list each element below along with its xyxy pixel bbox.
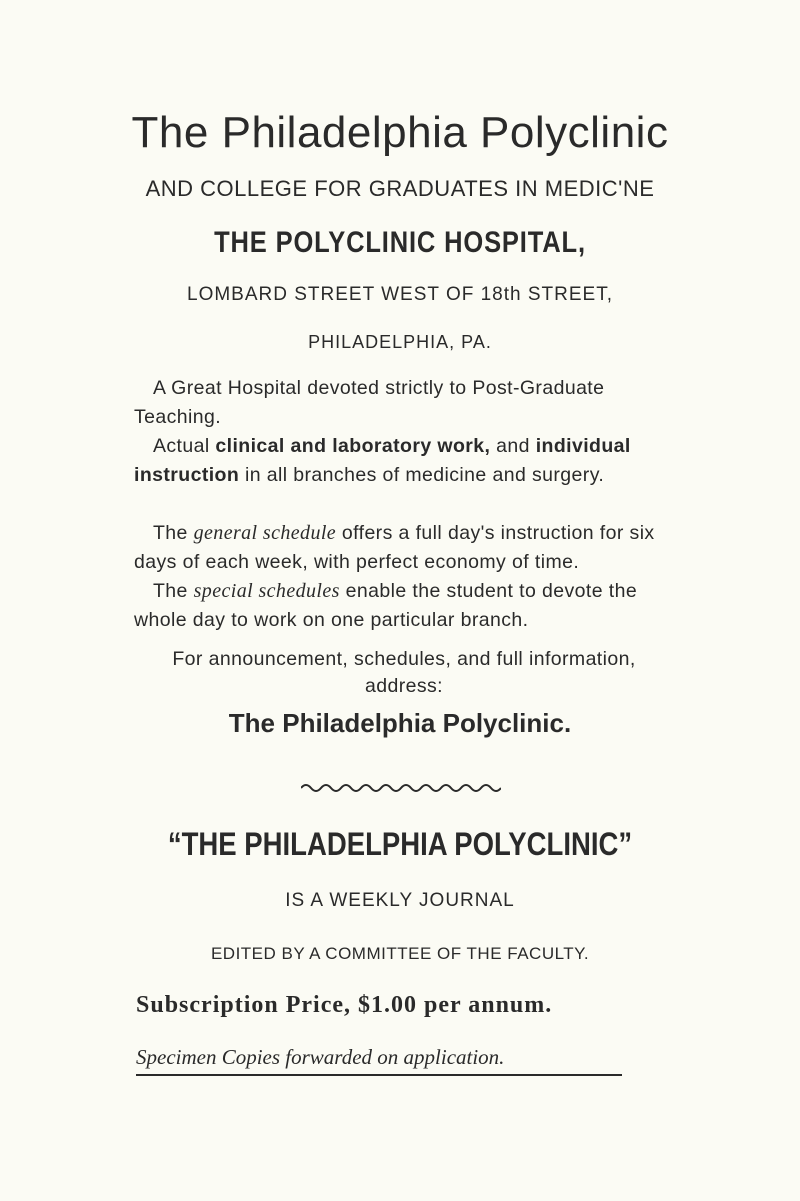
p3-lead: The xyxy=(153,522,194,544)
p4-lead: The xyxy=(153,580,194,602)
journal-title: “THE PHILADELPHIA POLYCLINIC” xyxy=(167,826,633,862)
announcement-name: The Philadelphia Polyclinic. xyxy=(228,708,572,738)
p2-bold-clinical: clinical and laboratory work, xyxy=(215,435,491,457)
hospital-name: THE POLYCLINIC HOSPITAL, xyxy=(214,226,586,259)
p2-lead: Actual xyxy=(153,435,216,457)
street-address: LOMBARD STREET WEST OF 18th STREET, xyxy=(187,284,613,305)
p3-tail: offers a full day's instruction for six days of each week, with perfect economy of time. xyxy=(134,522,655,573)
paragraph-instruction xyxy=(134,432,674,490)
college-subtitle: AND COLLEGE FOR GRADUATES IN MEDIC'NE xyxy=(145,176,655,201)
specimen-copies-note: Specimen Copies forwarded on application. xyxy=(136,1045,505,1069)
paragraph-special-schedules xyxy=(134,577,674,635)
page-title: The Philadelphia Polyclinic xyxy=(131,108,669,157)
wavy-divider xyxy=(301,782,501,794)
p4-tail: enable the student to devote the whole day to work on one particular branch. xyxy=(134,580,638,631)
p3-italic: general schedule xyxy=(193,522,337,544)
p2-tail: in all branches of medicine and surgery. xyxy=(239,464,605,486)
announcement-text: For announcement, schedules, and full information, address: xyxy=(172,648,636,697)
journal-subtitle: IS A WEEKLY JOURNAL xyxy=(285,890,515,911)
city-address: PHILADELPHIA, PA. xyxy=(308,332,492,352)
specimen-underline xyxy=(136,1074,622,1076)
p4-italic: special schedules xyxy=(193,580,340,602)
p2-bold-individual: individual instruction xyxy=(134,435,631,486)
paragraph-mission xyxy=(134,374,674,432)
subscription-price: Subscription Price, $1.00 per annum. xyxy=(136,992,553,1018)
paragraph-mission-text: A Great Hospital devoted strictly to Post-Graduate Teaching. xyxy=(134,377,605,428)
edited-by-line: EDITED BY A COMMITTEE OF THE FACULTY. xyxy=(210,944,590,963)
paragraph-general-schedule xyxy=(134,519,674,577)
p2-mid: and xyxy=(490,435,536,457)
